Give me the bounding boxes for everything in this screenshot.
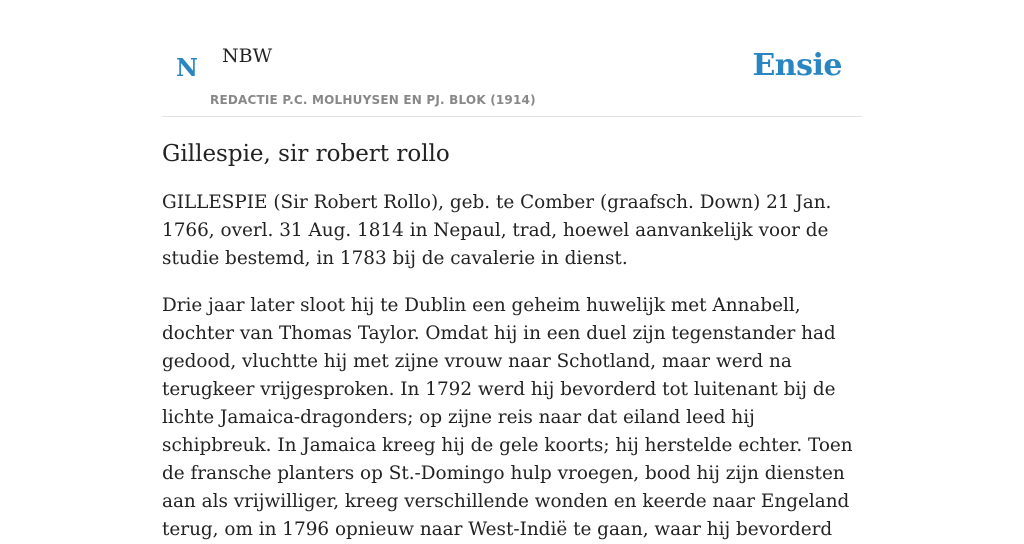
article-paragraph-2: Drie jaar later sloot hij te Dublin een geheim huwelijk met Annabell, dochter van Thomas Taylor. Omdat hij in een duel zijn tegenstander had gedood, vluchtte hij met zijne vrouw naar Schotland, maar werd na terugkeer vrijgesproken. In 1792 werd hij bevorderd tot luitenant bij de lichte Jamaica-dragonders; op zijne reis naar dat eiland leed hij schipbreuk. In Jamaica kreeg hij de gele koorts; hij herstelde echter. Toen de fransche planters op St.-Domingo hulp vroegen, bood hij zijn diensten aan als vrijwilliger, kreeg verschillende wonden en keerde naar Engeland terug, om in 1796 opnieuw naar West-Indië te gaan, waar hij bevorderd [162,295,853,540]
article [162,138,862,544]
article-paragraph-1: GILLESPIE (Sir Robert Rollo), geb. te Comber (graafsch. Down) 21 Jan. 1766, overl. 31 Aug. 1814 in Nepaul, trad, hoewel aanvankelijk voor de studie bestemd, in 1783 bij de cavalerie in dienst. [162,192,832,269]
ensie-logo-link[interactable]: Ensie [752,48,842,83]
source-subtitle: REDACTIE P.C. MOLHUYSEN EN PJ. BLOK (1914) [210,93,536,107]
source-title[interactable]: NBW [222,45,273,67]
article-title: Gillespie, sir robert rollo [162,141,450,167]
source-logo[interactable]: N [176,53,198,82]
source-header [162,0,862,117]
